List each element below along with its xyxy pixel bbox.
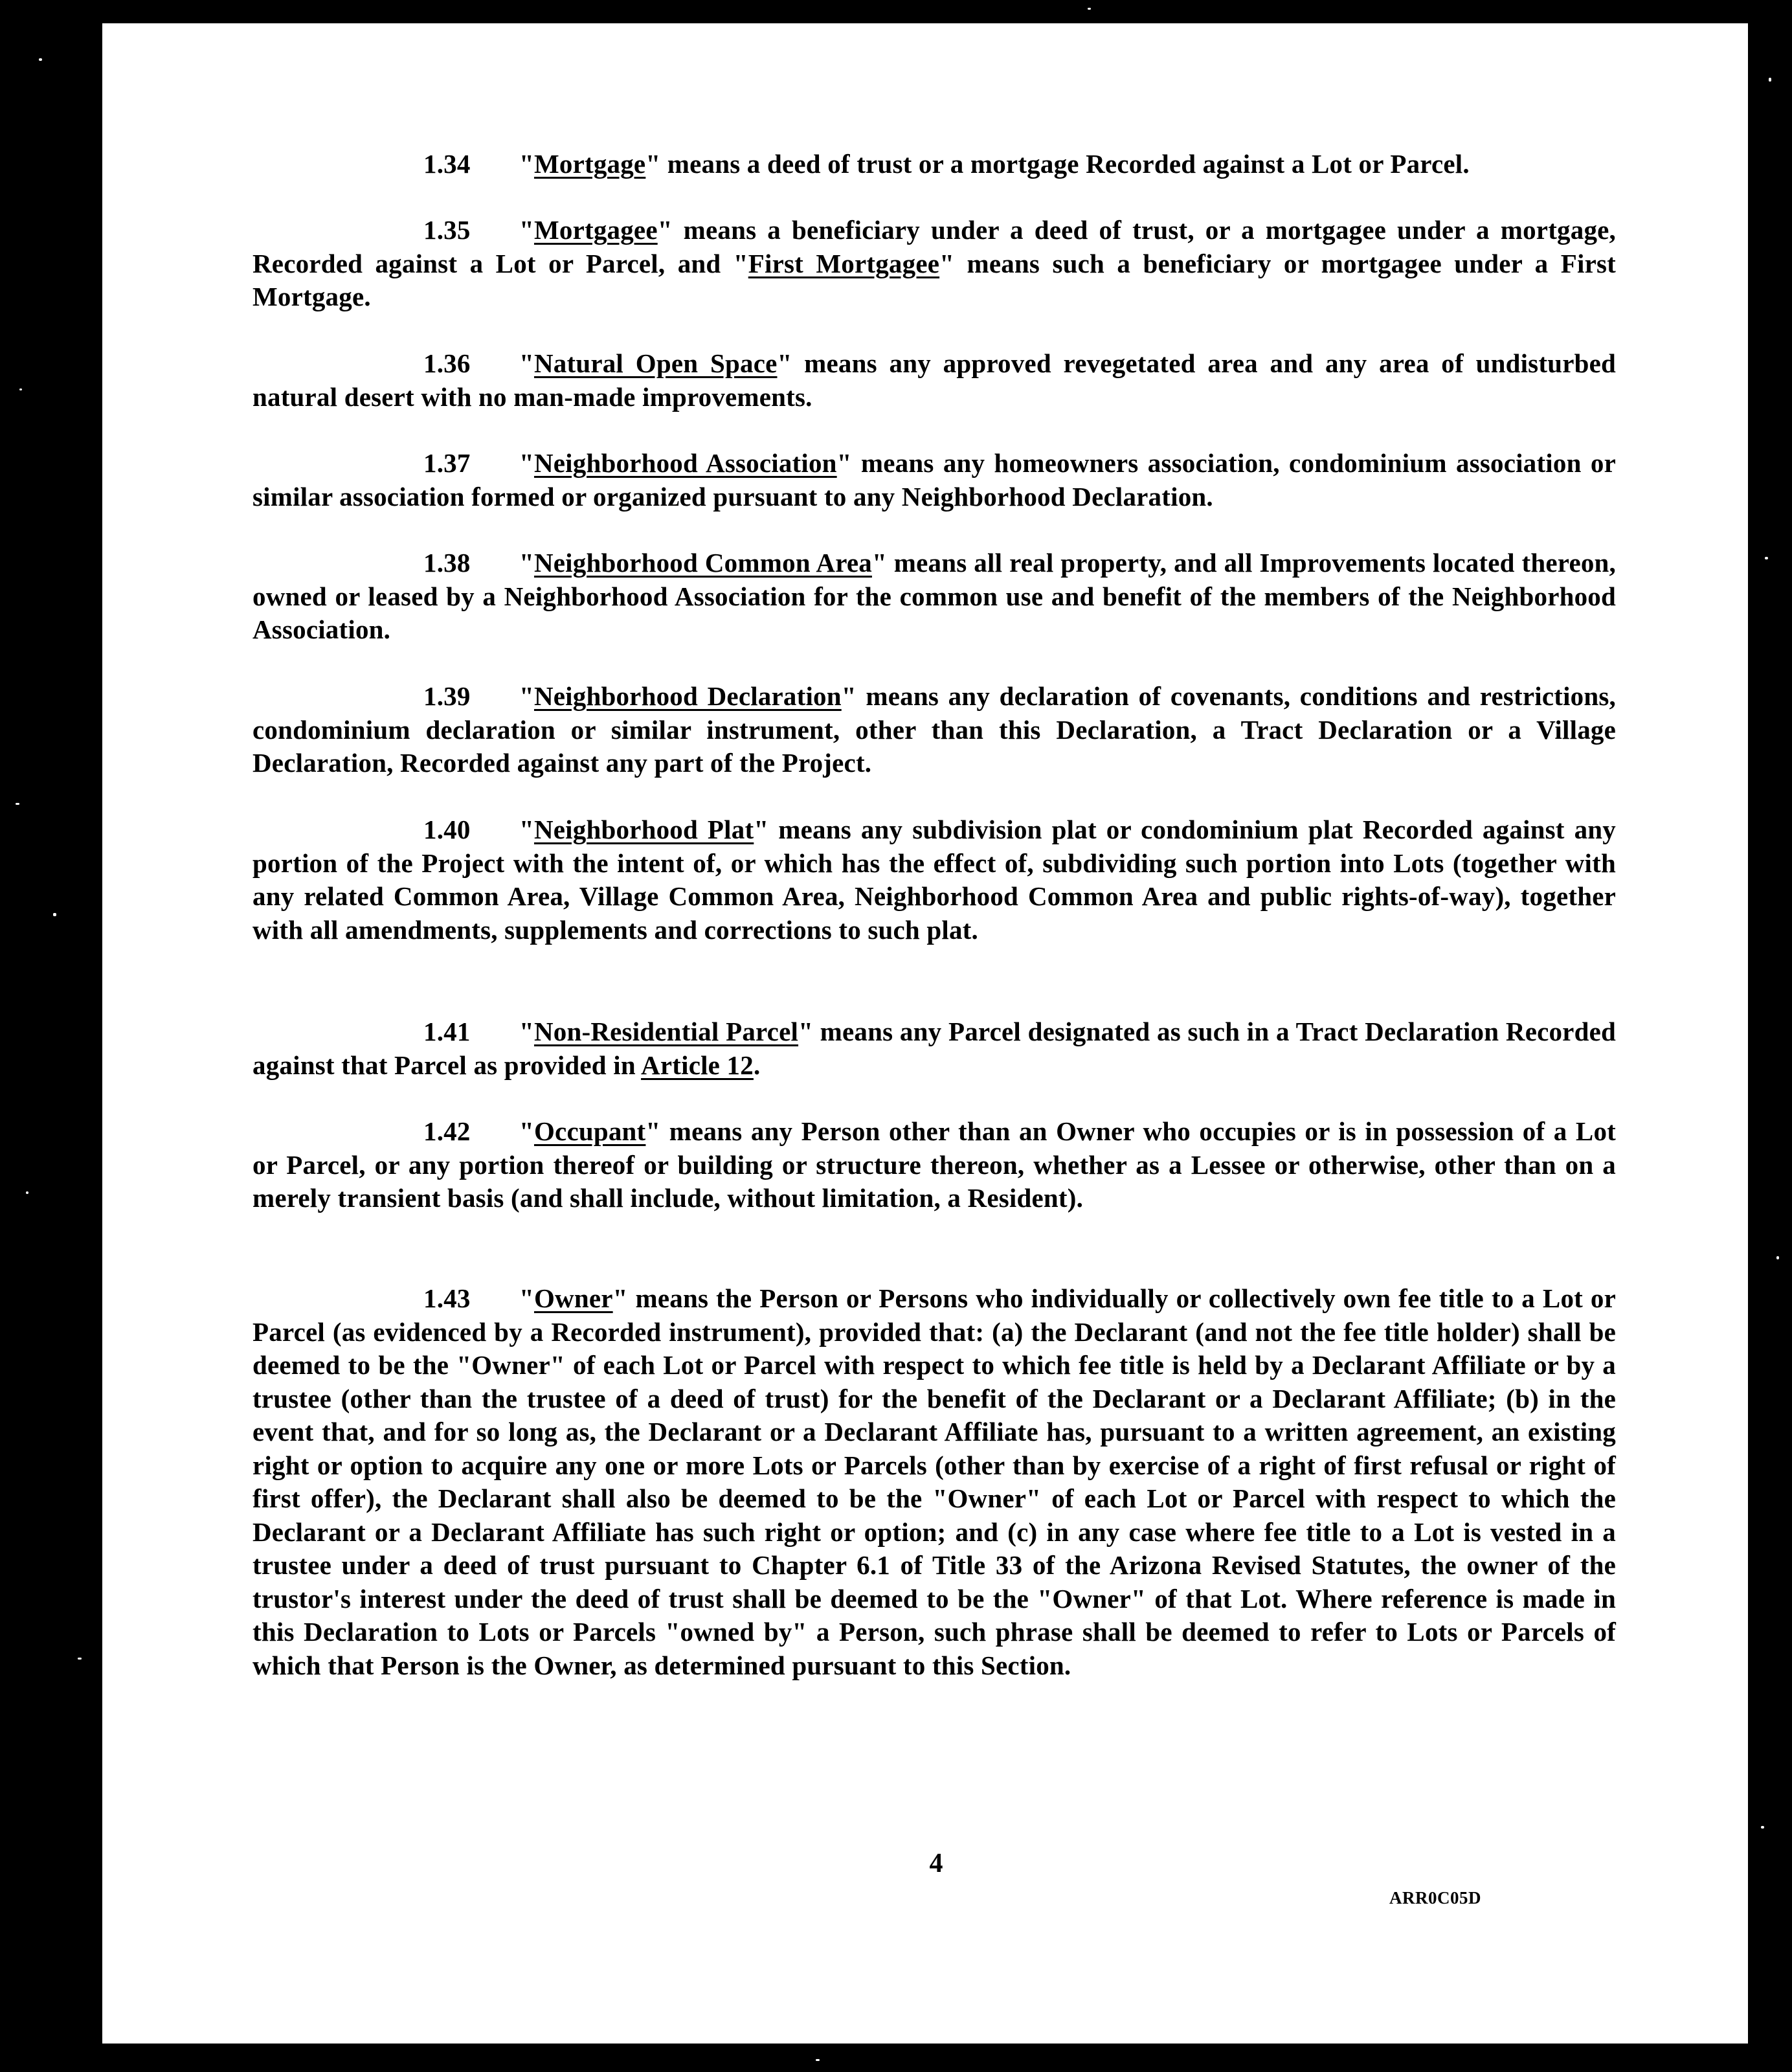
definition-1-38 (252, 546, 1616, 647)
definition-text: " means any homeowners association, condominium association or similar association formed or organized pursuant to any Neighborhood Declaration. (252, 448, 1616, 512)
page-number: 4 (929, 1849, 943, 1878)
definition-1-36 (252, 347, 1616, 414)
section-number: 1.41 (423, 1017, 471, 1046)
quote-open: " (519, 448, 534, 478)
section-number: 1.39 (423, 681, 471, 711)
definition-text: " means a deed of trust or a mortgage Recorded against a Lot or Parcel. (645, 149, 1470, 179)
scan-speck (1769, 78, 1771, 82)
defined-term: First Mortgagee (748, 248, 940, 278)
section-number: 1.43 (423, 1283, 471, 1313)
quote-open: " (519, 1116, 534, 1146)
section-number: 1.40 (423, 815, 471, 844)
section-number: 1.42 (423, 1116, 471, 1146)
scan-speck (53, 913, 56, 916)
definition-text: " means any declaration of covenants, conditions and restrictions, condominium declaration or similar instrument, other than this Declaration, a Tract Declaration or a Village Declaration, Recorded against any part of the Project. (252, 681, 1616, 778)
section-number: 1.37 (423, 448, 471, 478)
scan-speck (16, 803, 19, 805)
definition-text: " means such a beneficiary or mortgagee under a First Mortgage. (252, 248, 1616, 311)
defined-term: Neighborhood Plat (533, 815, 754, 844)
quote-open: " (519, 548, 534, 578)
definition-text: . (753, 1050, 761, 1080)
definition-text: " means the Person or Persons who individually or collectively own fee title to a Lot or Parcel (as evidenced by a Recorded instrument), provided that: (a) the Declarant (and not the fee title holder) shall be deemed to be the "Owner" of each Lot or Parcel with respect to which fee title is held by a Declarant Affiliate or by a trustee (other than the trustee of a deed of trust) for the benefit of the Declarant or a Declarant Affiliate; (b) in the event that, and for so long as, the Declarant or a Declarant Affiliate has, pursuant to a written agreement, an existing right or option to acquire any one or more Lots or Parcels (other than by exercise of a right of first refusal or right of first offer), the Declarant shall also be deemed to be the "Owner" of each Lot or Parcel with respect to which the Declarant or a Declarant Affiliate has such right or option; and (c) in any case where fee title to a Lot is vested in a trustee under a deed of trust pursuant to Chapter 6.1 of Title 33 of the Arizona Revised Statutes, the owner of the trustor's interest under the deed of trust shall be deemed to be the "Owner" of that Lot. Where reference is made in this Declaration to Lots or Parcels "owned by" a Person, such phrase shall be deemed to refer to Lots or Parcels of which that Person is the Owner, as determined pursuant to this Section. (252, 1283, 1616, 1680)
scan-speck (816, 2059, 820, 2061)
quote-open: " (519, 1017, 534, 1046)
defined-term: Occupant (533, 1116, 646, 1146)
defined-term: Owner (533, 1283, 613, 1313)
quote-open: " (519, 1283, 534, 1313)
definition-text: " means all real property, and all Improvements located thereon, owned or leased by a Neighborhood Association for the common use and benefit of the members of the Neighborhood Association. (252, 548, 1617, 644)
definition-1-43 (252, 1282, 1616, 1682)
definition-1-40 (252, 813, 1616, 947)
scan-speck (1761, 1826, 1764, 1829)
definition-1-37 (252, 447, 1616, 513)
section-number: 1.35 (423, 215, 471, 245)
quote-open: " (519, 348, 534, 378)
definition-text: " means any Person other than an Owner who occupies or is in possession of a Lot or Parcel, or any portion thereof or building or structure thereon, whether as a Lessee or otherwise, other than on a merely transient basis (and shall include, without limitation, a Resident). (252, 1116, 1616, 1213)
article-reference: Article 12 (641, 1050, 754, 1080)
definition-1-39 (252, 680, 1616, 780)
defined-term: Neighborhood Common Area (533, 548, 872, 578)
defined-term: Non-Residential Parcel (533, 1017, 799, 1046)
quote-open: " (519, 681, 534, 711)
defined-term: Natural Open Space (533, 348, 778, 378)
section-number: 1.34 (423, 149, 471, 179)
section-number: 1.38 (423, 548, 471, 578)
scan-speck (1776, 1256, 1779, 1259)
quote-open: " (519, 215, 534, 245)
definition-1-34 (252, 148, 1616, 181)
definition-text: " means any subdivision plat or condominium plat Recorded against any portion of the Project with the intent of, or which has the effect of, subdividing such portion into Lots (together with any related Common Area, Village Common Area, Neighborhood Common Area and public rights-of-way), together with all amendments, supplements and corrections to such plat. (252, 815, 1616, 945)
scan-speck (26, 1191, 28, 1194)
section-number: 1.36 (423, 348, 471, 378)
definition-1-42 (252, 1115, 1616, 1215)
defined-term: Neighborhood Declaration (533, 681, 842, 711)
quote-open: " (519, 815, 534, 844)
document-code: ARR0C05D (1389, 1888, 1481, 1908)
scan-speck (19, 388, 22, 390)
scan-speck (78, 1658, 82, 1660)
quote-open: " (519, 149, 534, 179)
definition-1-41 (252, 1015, 1616, 1082)
scan-speck (1088, 8, 1091, 10)
defined-term: Neighborhood Association (533, 448, 837, 478)
definition-1-35 (252, 214, 1616, 314)
scan-speck (1765, 557, 1768, 559)
definition-text: " means any Parcel designated as such in a Tract Declaration Recorded against that Parcel as provided in (252, 1017, 1616, 1080)
definition-text: " means any approved revegetated area and any area of undisturbed natural desert with no man-made improvements. (252, 348, 1616, 412)
scan-speck (39, 58, 42, 61)
definition-text: " means a beneficiary under a deed of trust, or a mortgagee under a mortgage, Recorded against a Lot or Parcel, and " (252, 215, 1616, 278)
defined-term: Mortgagee (533, 215, 658, 245)
defined-term: Mortgage (533, 149, 646, 179)
